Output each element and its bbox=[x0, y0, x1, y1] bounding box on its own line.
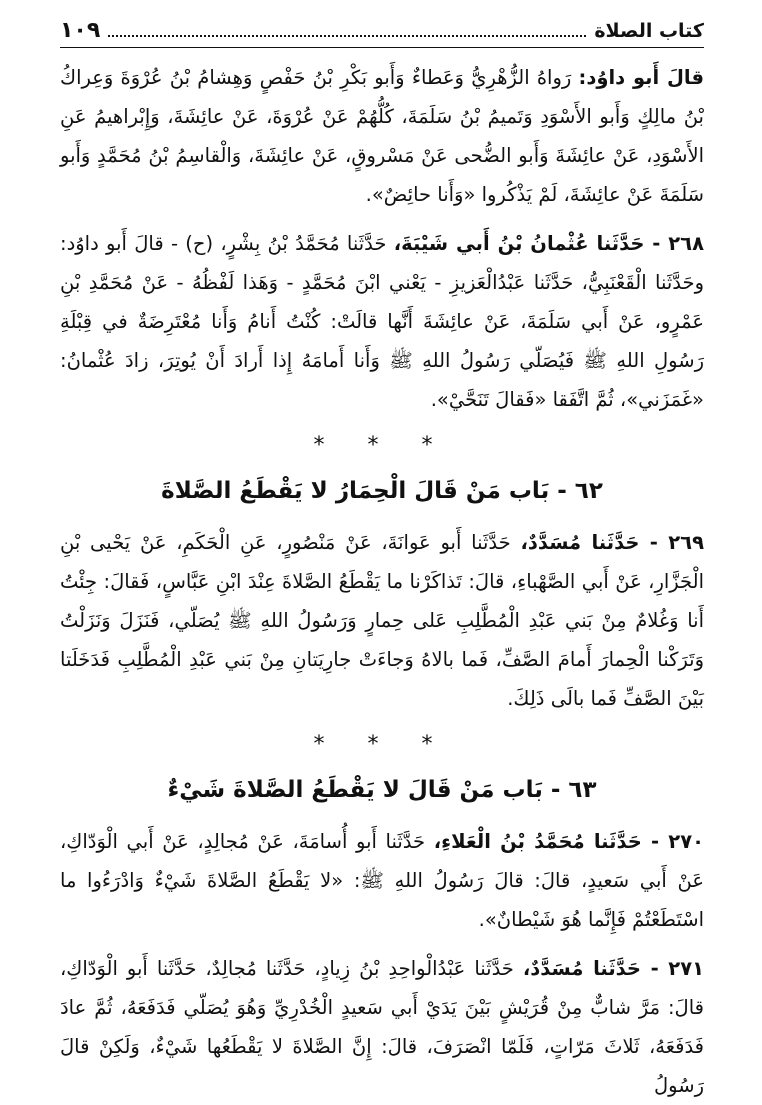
hadith-268 bbox=[60, 224, 704, 419]
chapter-heading-63: ٦٣ - بَاب مَنْ قَالَ لا يَقْطَعُ الصَّلاةَ شَيْءٌ bbox=[167, 777, 597, 803]
hadith-269 bbox=[60, 523, 704, 718]
page-header bbox=[60, 18, 704, 48]
book-page bbox=[60, 18, 704, 1098]
hadith-271 bbox=[60, 949, 704, 1105]
header-dot-leader bbox=[108, 23, 586, 37]
paragraph-text: رَواهُ الزُّهْرِيُّ وَعَطاءٌ وَأَبو بَكْرِ بْنُ حَفْصٍ وَهِشامُ بْنُ عُرْوَةَ وَعِراكُ بْنُ مالِكٍ وَأَبو الأَسْوَدِ وَتَميمُ بْنُ سَلَمَةَ، كُلُّهُمْ عَنْ عُرْوَةَ، عَنْ عائِشَةَ، وَإِبْراهيمُ عَنِ الأَسْوَدِ، عَنْ عائِشَةَ وَأَبو الضُّحى عَنْ مَسْروقٍ، عَنْ عائِشَةَ، وَالْقاسِمُ بْنُ مُحَمَّدٍ وَأَبو سَلَمَةَ عَنْ عائِشَةَ، لَمْ يَذْكُروا «وَأَنا حائِضٌ». bbox=[60, 66, 704, 206]
chapter-heading-62: ٦٢ - بَاب مَنْ قَالَ الْحِمَارُ لا يَقْطَعُ الصَّلاةَ bbox=[161, 478, 603, 504]
paragraph-lead: حَدَّثَنا عُثْمانُ بْنُ أَبي شَيْبَةَ، bbox=[393, 232, 653, 255]
hadith-number: ٢٧١ - bbox=[650, 957, 705, 980]
paragraph-lead: قالَ أَبو داوُد: bbox=[578, 66, 704, 89]
hadith-270 bbox=[60, 822, 704, 939]
hadith-number: ٢٦٩ - bbox=[649, 531, 704, 554]
paragraph-text: حَدَّثَنا مُحَمَّدُ بْنُ بِشْرٍ، (ح) - قالَ أَبو داوُد: وحَدَّثَنا الْقَعْنَبِيُّ، حَدَّثَنا عَبْدُالْعَزيزِ - يَعْني ابْنَ مُحَمَّدٍ - وَهَذا لَفْظُهُ - عَنْ مُحَمَّدِ بْنِ عَمْرٍو، عَنْ أَبي سَلَمَةَ، عَنْ عائِشَةَ أَنَّها قالَتْ: كُنْتُ أَنامُ وَأَنا مُعْتَرِضَةٌ في قِبْلَةِ رَسُولِ اللهِ ﷺ فَيُصَلّي رَسُولُ اللهِ ﷺ وَأَنا أَمامَهُ إِذا أَرادَ أَنْ يُوتِرَ، زادَ عُثْمانُ: «غَمَزَني»، ثُمَّ اتَّفَقا «فَقالَ تَنَحَّيْ». bbox=[60, 232, 704, 411]
page-number: ١٠٩ bbox=[60, 18, 101, 43]
section-separator: * * * bbox=[313, 732, 451, 757]
hadith-number: ٢٧٠ - bbox=[650, 830, 705, 853]
paragraph-text: حَدَّثَنا عَبْدُالْواحِدِ بْنُ زِيادٍ، حَدَّثَنا مُجالِدٌ، حَدَّثَنا أَبو الْوَدّاكِ، قالَ: مَرَّ شابٌّ مِنْ قُرَيْشٍ بَيْنَ يَدَيْ أَبي سَعيدٍ الْخُدْرِيِّ وَهُوَ يُصَلّي فَدَفَعَهُ، ثُمَّ عادَ فَدَفَعَهُ، ثَلاثَ مَرّاتٍ، فَلَمّا انْصَرَفَ، قالَ: إِنَّ الصَّلاةَ لا يَقْطَعُها شَيْءٌ، وَلَكِنْ قالَ رَسُولُ bbox=[60, 957, 704, 1097]
paragraph-text: حَدَّثَنا أَبو عَوانَةَ، عَنْ مَنْصُورٍ، عَنِ الْحَكَمِ، عَنْ يَحْيى بْنِ الْجَزَّارِ، عَنْ أَبي الصَّهْباءِ، قالَ: تَذاكَرْنا ما يَقْطَعُ الصَّلاةَ عِنْدَ ابْنِ عَبَّاسٍ، فَقالَ: جِئْتُ أَنا وَغُلامٌ مِنْ بَني عَبْدِ الْمُطَّلِبِ عَلى حِمارٍ وَرَسُولُ اللهِ ﷺ يُصَلّي، فَنَزَلَ وَنَزَلْتُ وَتَرَكْنا الْحِمارَ أَمامَ الصَّفِّ، فَما بالاهُ وَجاءَتْ جارِيَتانِ مِنْ بَني عَبْدِ الْمُطَّلِبِ فَدَخَلَتا بَيْنَ الصَّفِّ فَما بالَى ذَلِكَ. bbox=[60, 531, 704, 710]
paragraph-lead: حَدَّثَنا مُسَدَّدٌ، bbox=[522, 957, 651, 980]
paragraph-lead: حَدَّثَنا مُسَدَّدٌ، bbox=[520, 531, 650, 554]
book-title: كتاب الصلاة bbox=[594, 20, 704, 42]
section-separator: * * * bbox=[313, 433, 451, 458]
paragraph-text: حَدَّثَنا أَبو أُسامَةَ، عَنْ مُجالِدٍ، عَنْ أَبي الْوَدّاكِ، عَنْ أَبي سَعيدٍ، قالَ: قالَ رَسُولُ اللهِ ﷺ: «لا يَقْطَعُ الصَّلاةَ شَيْءٌ وَادْرَءُوا ما اسْتَطَعْتُمْ فَإِنَّما هُوَ شَيْطانٌ». bbox=[60, 830, 704, 931]
paragraph-lead: حَدَّثَنا مُحَمَّدُ بْنُ الْعَلاءِ، bbox=[433, 830, 651, 853]
hadith-number: ٢٦٨ - bbox=[652, 232, 704, 255]
paragraph-abu-dawud-note bbox=[60, 58, 704, 214]
